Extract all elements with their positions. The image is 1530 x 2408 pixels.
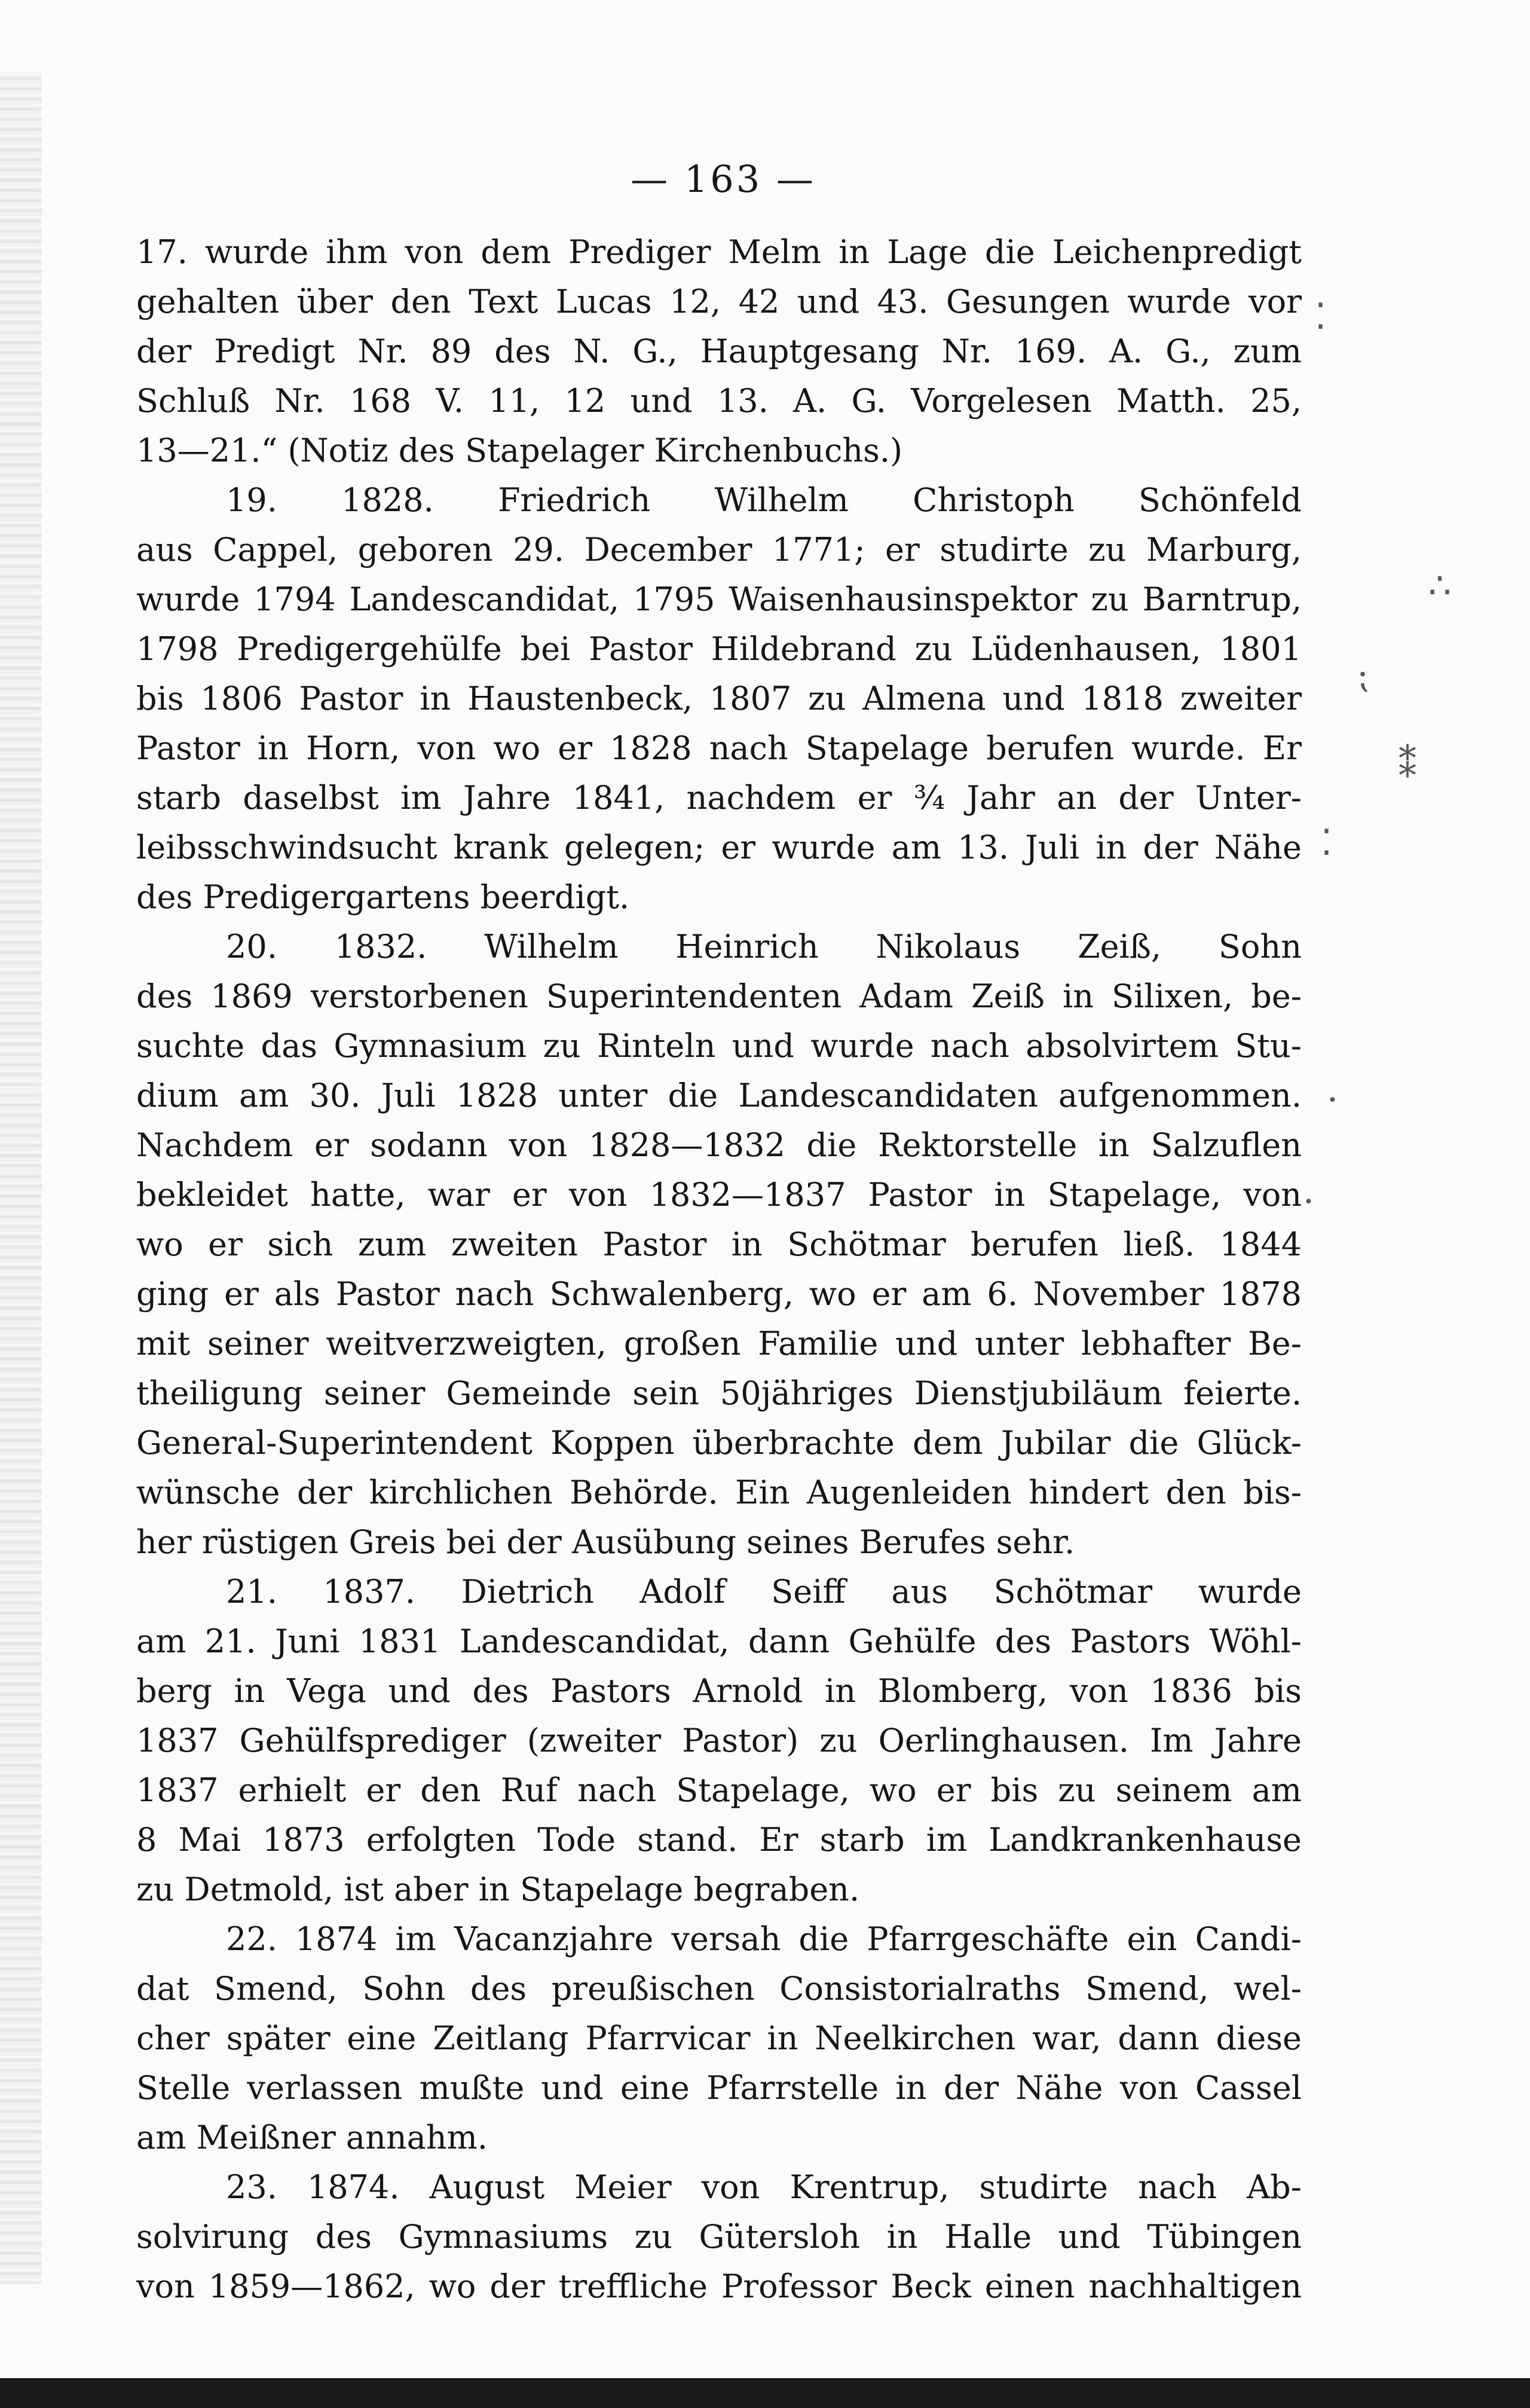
text-line: leibsschwindsucht krank gelegen; er wurde am 13. Juli in der Nähe xyxy=(136,829,1302,866)
margin-marks xyxy=(1303,287,1500,1303)
text-line: 19. 1828. Friedrich Wilhelm Christoph Schönfeld xyxy=(226,481,1302,519)
text-line: der Predigt Nr. 89 des N. G., Hauptgesang Nr. 169. A. G., zum xyxy=(136,332,1302,370)
margin-mark: ⁚ xyxy=(1321,822,1333,864)
text-line: gehalten über den Text Lucas 12, 42 und 43. Gesungen wurde vor xyxy=(136,283,1302,320)
text-line: Stelle verlassen mußte und eine Pfarrstelle in der Nähe von Cassel xyxy=(136,2069,1302,2107)
text-line: ging er als Pastor nach Schwalenberg, wo er am 6. November 1878 xyxy=(136,1275,1302,1313)
scan-border-left xyxy=(0,72,42,2284)
text-line: dat Smend, Sohn des preußischen Consistorialraths Smend, wel- xyxy=(136,1970,1302,2007)
margin-mark: · xyxy=(1303,1181,1315,1223)
margin-mark: ⁏ xyxy=(1357,655,1369,696)
text-line: wünsche der kirchlichen Behörde. Ein Augenleiden hindert den bis- xyxy=(136,1474,1302,1511)
page-number: — 163 — xyxy=(631,157,816,201)
text-line: 22. 1874 im Vacanzjahre versah die Pfarrgeschäfte ein Candi- xyxy=(226,1920,1302,1958)
text-line: des 1869 verstorbenen Superintendenten Adam Zeiß in Silixen, be- xyxy=(136,977,1302,1015)
text-line: aus Cappel, geboren 29. December 1771; er studirte zu Marburg, xyxy=(136,531,1302,569)
text-line: dium am 30. Juli 1828 unter die Landescandidaten aufgenommen. xyxy=(136,1077,1302,1114)
text-line: theiligung seiner Gemeinde sein 50jähriges Dienstjubiläum feierte. xyxy=(136,1374,1302,1412)
text-line: solvirung des Gymnasiums zu Gütersloh in Halle und Tübingen xyxy=(136,2218,1302,2256)
text-line: mit seiner weitverzweigten, großen Familie und unter lebhafter Be- xyxy=(136,1325,1302,1362)
margin-mark: ⁚ xyxy=(1315,296,1327,338)
text-line: suchte das Gymnasium zu Rinteln und wurde nach absolvirtem Stu- xyxy=(136,1027,1302,1065)
text-line: bis 1806 Pastor in Haustenbeck, 1807 zu Almena und 1818 zweiter xyxy=(136,680,1302,717)
text-line: 17. wurde ihm von dem Prediger Melm in Lage die Leichenpredigt xyxy=(136,233,1302,271)
margin-mark: ∴ xyxy=(1428,565,1452,607)
text-line: General-Superintendent Koppen überbrachte dem Jubilar die Glück- xyxy=(136,1424,1302,1462)
text-line: 1837 Gehülfsprediger (zweiter Pastor) zu Oerlinghausen. Im Jahre xyxy=(136,1722,1302,1759)
text-line: Nachdem er sodann von 1828—1832 die Rektorstelle in Salzuflen xyxy=(136,1126,1302,1164)
text-line: 8 Mai 1873 erfolgten Tode stand. Er starb im Landkrankenhause xyxy=(136,1821,1302,1859)
text-line: cher später eine Zeitlang Pfarrvicar in Neelkirchen war, dann diese xyxy=(136,2019,1302,2057)
text-line: am 21. Juni 1831 Landescandidat, dann Gehülfe des Pastors Wöhl- xyxy=(136,1622,1302,1660)
text-line: wo er sich zum zweiten Pastor in Schötmar berufen ließ. 1844 xyxy=(136,1226,1302,1263)
margin-mark: ⁑ xyxy=(1399,744,1416,786)
text-line: Pastor in Horn, von wo er 1828 nach Stapelage berufen wurde. Er xyxy=(136,729,1302,767)
text-line: von 1859—1862, wo der treffliche Professor Beck einen nachhaltigen xyxy=(136,2268,1302,2305)
text-line: berg in Vega und des Pastors Arnold in Blomberg, von 1836 bis xyxy=(136,1672,1302,1710)
text-line: 1798 Predigergehülfe bei Pastor Hildebrand zu Lüdenhausen, 1801 xyxy=(136,630,1302,668)
text-line: des Predigergartens beerdigt. xyxy=(136,878,630,916)
text-line: her rüstigen Greis bei der Ausübung seines Berufes sehr. xyxy=(136,1523,1075,1561)
scan-border-bottom xyxy=(0,2378,1530,2408)
text-line: starb daselbst im Jahre 1841, nachdem er ¾ Jahr an der Unter- xyxy=(136,779,1302,817)
text-line: zu Detmold, ist aber in Stapelage begraben. xyxy=(136,1871,860,1908)
text-line: 21. 1837. Dietrich Adolf Seiff aus Schötmar wurde xyxy=(226,1573,1302,1611)
text-line: 13—21.“ (Notiz des Stapelager Kirchenbuchs.) xyxy=(136,432,903,469)
text-line: bekleidet hatte, war er von 1832—1837 Pastor in Stapelage, von xyxy=(136,1176,1302,1214)
text-line: 20. 1832. Wilhelm Heinrich Nikolaus Zeiß, Sohn xyxy=(226,928,1302,965)
body-text xyxy=(136,227,1302,2311)
text-line: 23. 1874. August Meier von Krentrup, studirte nach Ab- xyxy=(226,2168,1302,2206)
margin-mark: · xyxy=(1327,1079,1339,1121)
text-line: am Meißner annahm. xyxy=(136,2119,488,2156)
text-line: Schluß Nr. 168 V. 11, 12 und 13. A. G. Vorgelesen Matth. 25, xyxy=(136,382,1302,420)
text-line: 1837 erhielt er den Ruf nach Stapelage, wo er bis zu seinem am xyxy=(136,1771,1302,1809)
text-line: wurde 1794 Landescandidat, 1795 Waisenhausinspektor zu Barntrup, xyxy=(136,580,1302,618)
